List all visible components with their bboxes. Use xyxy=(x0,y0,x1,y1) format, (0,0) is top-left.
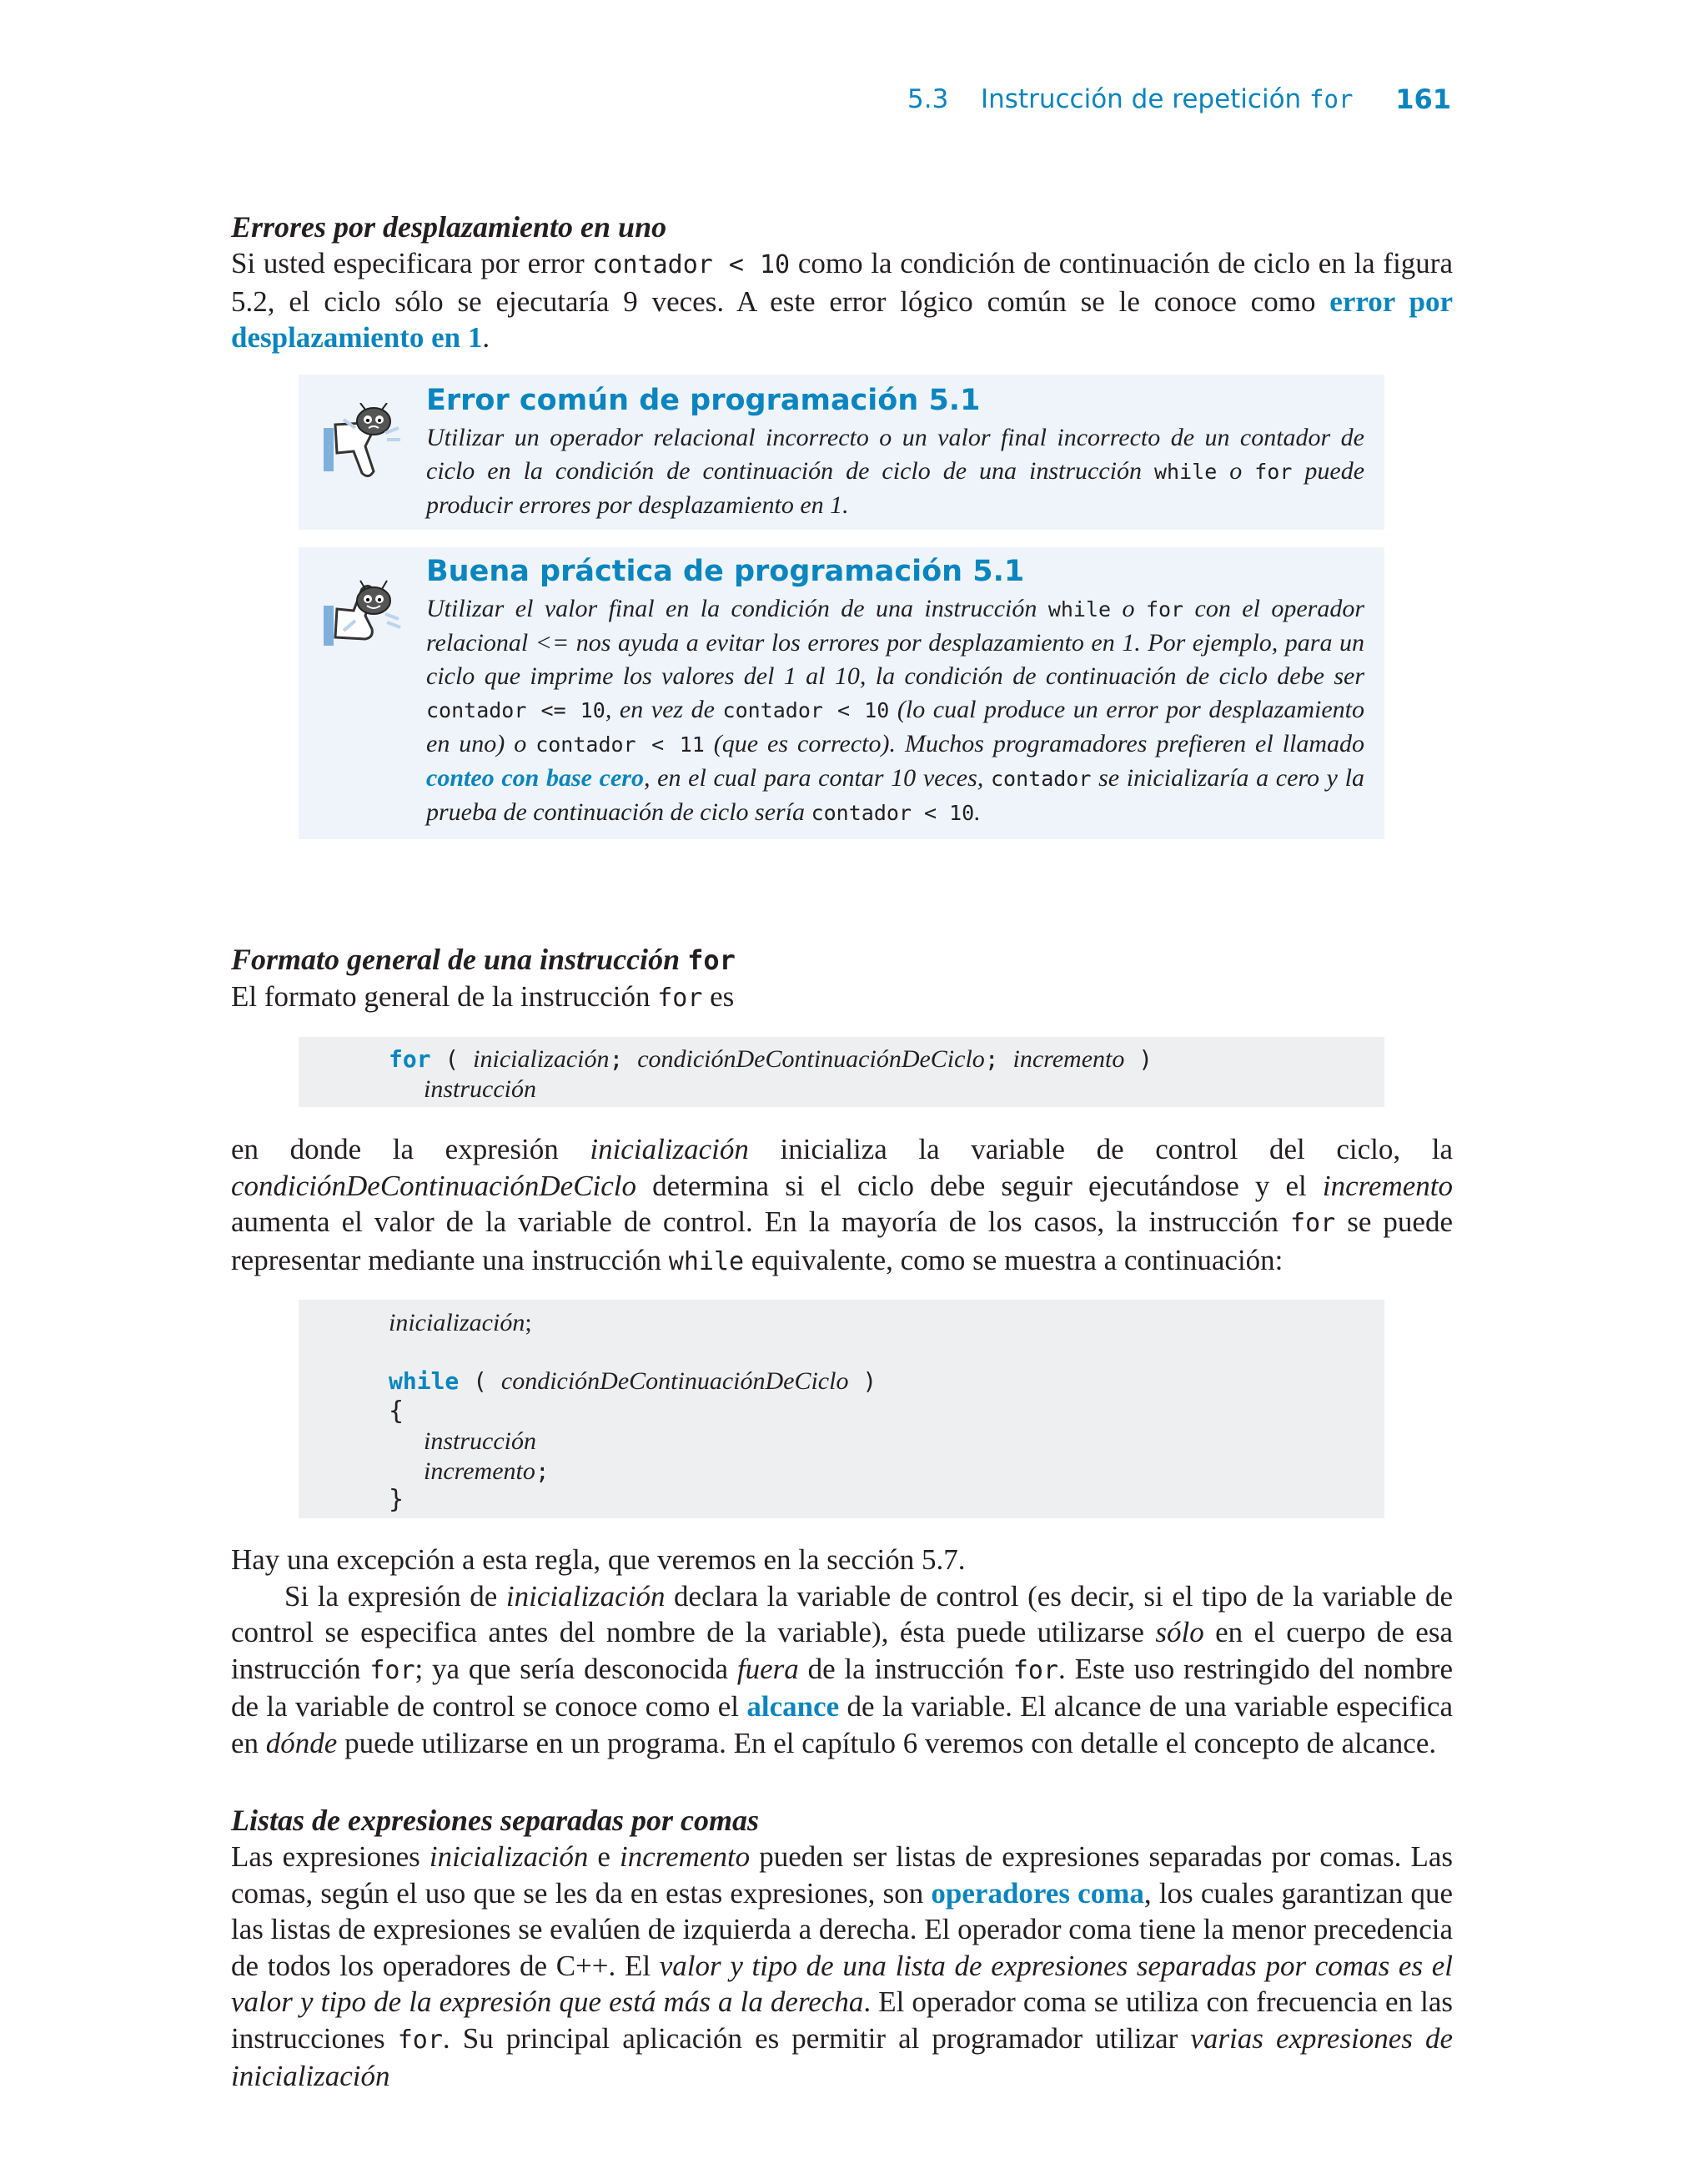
term-zero-based-counting: conteo con base cero xyxy=(426,764,644,792)
term-comma-operators: operadores coma xyxy=(931,1876,1144,1910)
paragraph-comma-lists: Las expresiones inicialización e incremento pueden ser listas de expresiones separadas por comas. Las comas, según el uso que se les da en estas expresiones, son operadores coma, los cuales garantizan que las listas de expresiones se evalúen de izquierda a derecha. El operador coma tiene la menor precedencia de todos los operadores de C++. El valor y tipo de una lista de expresiones separadas por comas es el valor y tipo de la expresión que está más a la derecha. El operador coma se utiliza con frecuencia en las instrucciones for. Su principal aplicación es permitir al programador utilizar varias expresiones de inicialización xyxy=(231,1840,1453,2092)
tip-body-good-practice: Utilizar el valor final en la condición de una instrucción while o for con el operador relacional <= nos ayuda a evitar los errores por desplazamiento en 1. Por ejemplo, para un ciclo que imprime los valores del 1 al 10, la condición de continuación de ciclo debe ser contador <= 10, en vez de contador < 10 (lo cual produce un error por desplazamiento en uno) o contador < 11 (que es correcto). Muchos programadores prefieren el llamado conteo con base cero, en el cual para contar 10 veces, contador se inicializaría a cero y la prueba de continuación de ciclo sería contador < 10. xyxy=(426,595,1365,826)
section-comma-lists xyxy=(231,1802,1453,2095)
code-line-close-brace: } xyxy=(389,1485,404,1514)
code-box-while-equivalent xyxy=(299,1300,1384,1518)
tip-title-common-error: Error común de programación 5.1 xyxy=(426,384,981,417)
paragraph-off-by-one: Si usted especificara por error contador < 10 como la condición de continuación de ciclo en la figura 5.2, el ciclo sólo se ejecutaría 9 veces. A este error lógico común se le conoce como error por desplazamiento en 1. xyxy=(231,247,1453,354)
code-line-increment: incremento; xyxy=(424,1457,550,1485)
paragraph-for-intro: El formato general de la instrucción for es xyxy=(231,980,735,1013)
code-line-for-body: instrucción xyxy=(424,1075,536,1103)
heading-comma-lists: Listas de expresiones separadas por comas xyxy=(231,1804,759,1837)
heading-off-by-one: Errores por desplazamiento en uno xyxy=(231,210,667,244)
tip-title-good-practice: Buena práctica de programación 5.1 xyxy=(426,555,1025,588)
code-line-for-header: for ( inicialización; condiciónDeContinuaciónDeCiclo; incremento ) xyxy=(389,1045,1153,1073)
section-for-format xyxy=(231,941,1453,1017)
code-box-for-syntax xyxy=(299,1037,1384,1107)
paragraph-scope: Si la expresión de inicialización declara la variable de control (es decir, si el tipo de la variable de control se especifica antes del nombre de la variable), ésta puede utilizarse sólo en el cuerpo de esa instrucción for; ya que sería desconocida fuera de la instrucción for. Este uso restringido del nombre de la variable de control se conoce como el alcance de la variable. El alcance de una variable especifica en dónde puede utilizarse en un programa. En el capítulo 6 veremos con detalle el concepto de alcance. xyxy=(231,1579,1453,1759)
section-off-by-one xyxy=(231,209,1453,356)
tip-box-good-practice xyxy=(299,547,1384,839)
code-line-init: inicialización; xyxy=(389,1309,532,1336)
tip-box-common-error xyxy=(299,375,1384,530)
paragraph-exception: Hay una excepción a esta regla, que veremos en la sección 5.7. xyxy=(231,1543,966,1576)
code-line-statement: instrucción xyxy=(424,1427,536,1455)
code-line-while-header: while ( condiciónDeContinuaciónDeCiclo ) xyxy=(389,1367,877,1395)
paragraph-for-explanation: en donde la expresión inicialización inicializa la variable de control del ciclo, la condiciónDeContinuaciónDeCiclo determina si el ciclo debe seguir ejecutándose y el incremento aumenta el valor de la variable de control. En la mayoría de los casos, la instrucción for se puede representar mediante una instrucción while equivalente, como se muestra a continuación: xyxy=(231,1133,1453,1276)
thumbs-up-bug-icon xyxy=(319,572,402,656)
thumbs-down-bug-icon xyxy=(319,403,402,486)
section-number: 5.3 xyxy=(907,84,949,114)
page-number: 161 xyxy=(1395,83,1451,115)
code-line-open-brace: { xyxy=(389,1396,404,1426)
section-title: Instrucción de repetición for xyxy=(981,84,1354,114)
heading-for-format: Formato general de una instrucción for xyxy=(231,943,736,976)
running-head xyxy=(907,80,1451,118)
term-scope: alcance xyxy=(746,1690,840,1723)
section-scope xyxy=(231,1542,1453,1761)
tip-body-common-error: Utilizar un operador relacional incorrecto o un valor final incorrecto de un contador de ciclo en la condición de continuación de ciclo de una instrucción while o for puede producir errores por desplazamiento en 1. xyxy=(426,424,1365,519)
term-off-by-one: error por desplazamiento en 1 xyxy=(231,284,1453,354)
